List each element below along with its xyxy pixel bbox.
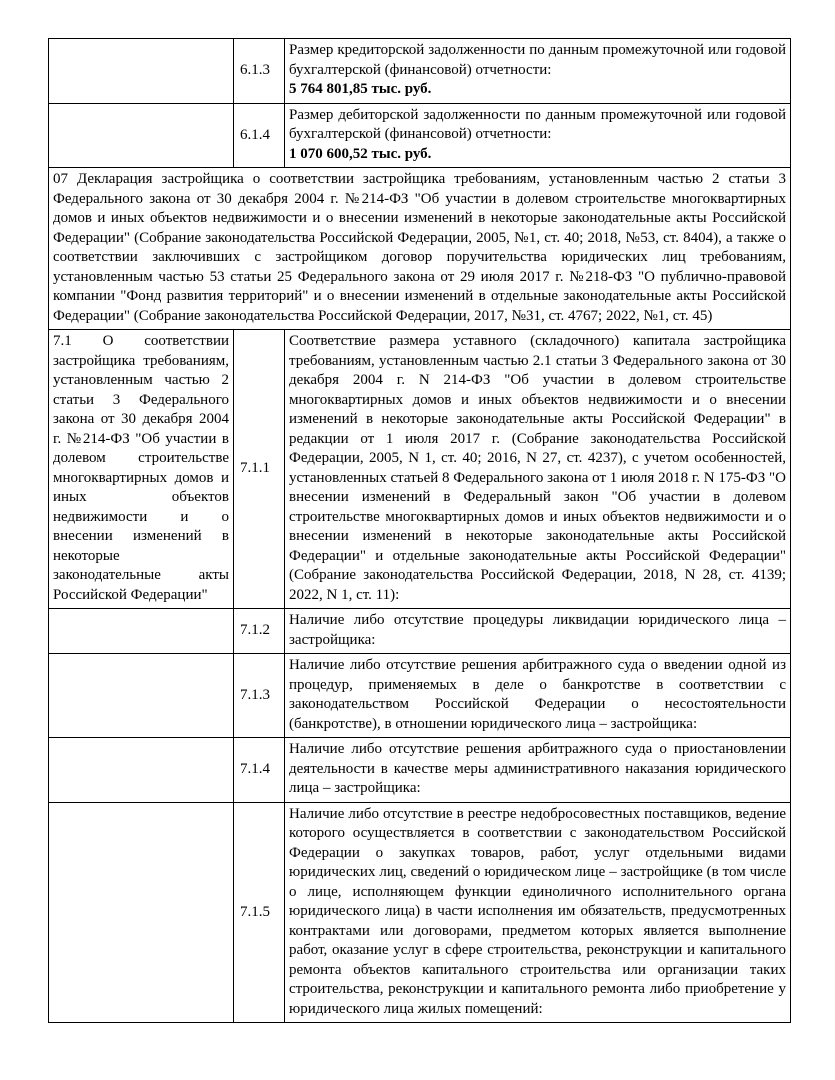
row-content: Наличие либо отсутствие процедуры ликвидации юридического лица – застройщика: [285,609,791,654]
table-row-6-1-4 [49,103,791,168]
row-left-cell-empty [49,654,234,738]
table-row-7-1-2 [49,609,791,654]
row-left-cell-empty [49,738,234,803]
row-left-cell-empty [49,39,234,104]
row-content [285,103,791,168]
table-row-7-1-1 [49,330,791,609]
table-row-section-07 [49,168,791,330]
table-row-7-1-5 [49,802,791,1023]
row-content: Наличие либо отсутствие в реестре недобросовестных поставщиков, ведение которого осуществляется в соответствии с законодательством Российской Федерации о закупках товаров, работ, услуг отдельными видами юридических лиц, сведений о юридическом лице – застройщике (в том числе о лице, исполняющем функции единоличного исполнительного органа юридического лица) в части исполнения им обязательств, предусмотренных контрактами или договорами, предметом которых является выполнение работ, оказание услуг в сфере строительства, реконструкции и капитального ремонта объектов капитального строительства или организации таких строительства, реконструкции и капитального ремонта либо приобретение у юридического лица жилых помещений: [285,802,791,1023]
row-left-cell-empty [49,609,234,654]
row-code: 7.1.2 [234,609,285,654]
row-content: Наличие либо отсутствие решения арбитражного суда о приостановлении деятельности в качестве меры административного наказания юридического лица – застройщика: [285,738,791,803]
row-code: 7.1.1 [234,330,285,609]
developer-declaration-table [48,38,791,1023]
row-value: 1 070 600,52 тыс. руб. [289,145,432,162]
section-07-header: 07 Декларация застройщика о соответствии застройщика требованиям, установленным частью 2 статьи 3 Федерального закона от 30 декабря 2004 г. №214-ФЗ "Об участии в долевом строительстве многоквартирных домов и иных объектов недвижимости и о внесении изменений в некоторые законодательные акты Российской Федерации" (Собрание законодательства Российской Федерации, 2005, №1, ст. 40; 2018, №53, ст. 8404), а также о соответствии заключивших с застройщиком договор поручительства юридических лиц требованиям, установленным частью 53 статьи 25 Федерального закона от 29 июля 2017 г. №218-ФЗ "О публично-правовой компании "Фонд развития территорий" и о внесении изменений в отдельные законодательные акты Российской Федерации" (Собрание законодательства Российской Федерации, 2017, №31, ст. 4767; 2022, №1, ст. 45) [49,168,791,330]
table-row-7-1-3 [49,654,791,738]
row-text: Размер кредиторской задолженности по данным промежуточной или годовой бухгалтерской (финансовой) отчетности: [289,42,786,78]
row-content: Соответствие размера уставного (складочного) капитала застройщика требованиям, установленным частью 2.1 статьи 3 Федерального закона от 30 декабря 2004 г. N 214-ФЗ "Об участии в долевом строительстве многоквартирных домов и иных объектов недвижимости и о внесении изменений в некоторые законодательные акты Российской Федерации" в редакции от 1 июля 2017 г. (Собрание законодательства Российской Федерации, 2005, N 1, ст. 40; 2016, N 27, ст. 4237), с учетом особенностей, установленных статьей 8 Федерального закона от 1 июля 2018 г. N 175-ФЗ "О внесении изменений в Федеральный закон "Об участии в долевом строительстве многоквартирных домов и иных объектов недвижимости и о внесении изменений в некоторые законодательные акты Российской Федерации" и отдельные законодательные акты Российской Федерации" (Собрание законодательства Российской Федерации, 2018, N 28, ст. 4139; 2022, N 1, ст. 11): [285,330,791,609]
table-row-6-1-3 [49,39,791,104]
row-code: 7.1.5 [234,802,285,1023]
section-7-1-label: 7.1 О соответствии застройщика требованиям, установленным частью 2 статьи 3 Федерального закона от 30 декабря 2004 г. №214-ФЗ "Об участии в долевом строительстве многоквартирных домов и иных объектов недвижимости и о внесении изменений в некоторые законодательные акты Российской Федерации" [49,330,234,609]
row-value: 5 764 801,85 тыс. руб. [289,81,432,97]
table-row-7-1-4 [49,738,791,803]
row-code: 7.1.3 [234,654,285,738]
row-left-cell-empty [49,802,234,1023]
row-left-cell-empty [49,103,234,168]
row-content: Наличие либо отсутствие решения арбитражного суда о введении одной из процедур, применяемых в деле о банкротстве в соответствии с законодательством Российской Федерации о несостоятельности (банкротстве), в отношении юридического лица – застройщика: [285,654,791,738]
row-content [285,39,791,104]
row-code: 7.1.4 [234,738,285,803]
row-code: 6.1.3 [234,39,285,104]
row-text: Размер дебиторской задолженности по данным промежуточной или годовой бухгалтерской (финансовой) отчетности: [289,106,786,142]
row-code: 6.1.4 [234,103,285,168]
